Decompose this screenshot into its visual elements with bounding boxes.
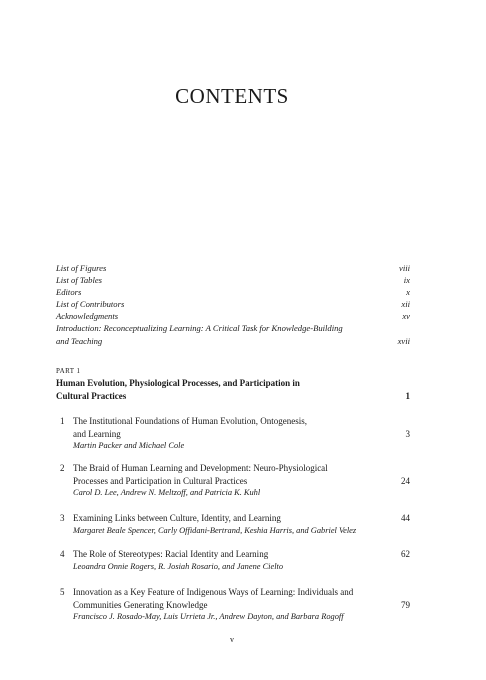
chapter-title: The Institutional Foundations of Human Evolution, Ontogenesis, [73,416,307,426]
chapter-number: 1 [60,416,65,426]
chapter-title-cont: and Learning [73,428,121,439]
chapter-authors: Carol D. Lee, Andrew N. Meltzoff, and Patricia K. Kuhl [73,488,261,497]
chapter-number: 4 [60,549,65,559]
part-title-line: Cultural Practices [56,391,127,401]
toc-entry-label: Acknowledgments [56,311,119,321]
page-folio: v [230,635,234,644]
toc-entry-page: xv [402,311,410,321]
toc-entry-list-of-tables[interactable] [56,274,410,286]
chapter-authors: Leoandra Onnie Rogers, R. Josiah Rosario, and Janene Cielto [73,561,284,571]
toc-entry-label: List of Tables [56,275,103,285]
chapter-authors: Francisco J. Rosado-May, Luis Urrieta Jr., Andrew Dayton, and Barbara Rogoff [73,612,344,621]
page-title: CONTENTS [175,84,289,108]
toc-entry-label: Editors [56,287,82,297]
chapter-title-cont: Processes and Participation in Cultural Practices [73,475,248,486]
chapter-page: 24 [401,475,410,486]
toc-entry-list-of-contributors[interactable] [56,298,410,310]
chapter-title: The Role of Stereotypes: Racial Identity and Learning [73,549,269,559]
part-page: 1 [405,391,410,401]
chapter-authors: Margaret Beale Spencer, Carly Offidani-Bertrand, Keshia Harris, and Gabriel Velez [73,525,357,535]
toc-entry-page: xii [401,299,410,309]
chapter-authors: Martin Packer and Michael Cole [73,441,185,450]
toc-entry-acknowledgments[interactable] [56,310,410,322]
chapter-page: 62 [401,549,410,559]
toc-entry-label: Introduction: Reconceptualizing Learning: A Critical Task for Knowledge-Building [56,323,343,333]
chapter-page: 3 [405,428,410,439]
chapter-number: 2 [60,463,65,473]
chapter-title-cont: Communities Generating Knowledge [73,599,208,610]
toc-entry-label-cont: and Teaching [56,335,103,346]
chapter-title: Examining Links between Culture, Identity, and Learning [73,513,281,523]
toc-entry-list-of-figures[interactable] [56,262,410,274]
chapter-title: Innovation as a Key Feature of Indigenous Ways of Learning: Individuals and [73,587,354,597]
toc-entry-introduction[interactable] [56,322,410,347]
part-label: PART 1 [56,367,81,375]
chapter-page: 79 [401,599,410,610]
chapter-number: 3 [60,513,65,523]
toc-entry-label: List of Contributors [56,299,125,309]
chapter-number: 5 [60,587,65,597]
part-title-line: Human Evolution, Physiological Processes, and Participation in [56,378,300,388]
toc-entry-page: viii [399,263,410,273]
toc-entry-page: xvii [397,335,410,346]
toc-entry-page: ix [403,275,410,285]
part-title[interactable] [56,377,410,403]
chapter-page: 44 [401,513,410,523]
toc-entry-label: List of Figures [56,263,107,273]
toc-entry-page: x [406,287,410,297]
chapter-title: The Braid of Human Learning and Development: Neuro-Physiological [73,463,328,473]
toc-entry-editors[interactable] [56,286,410,298]
